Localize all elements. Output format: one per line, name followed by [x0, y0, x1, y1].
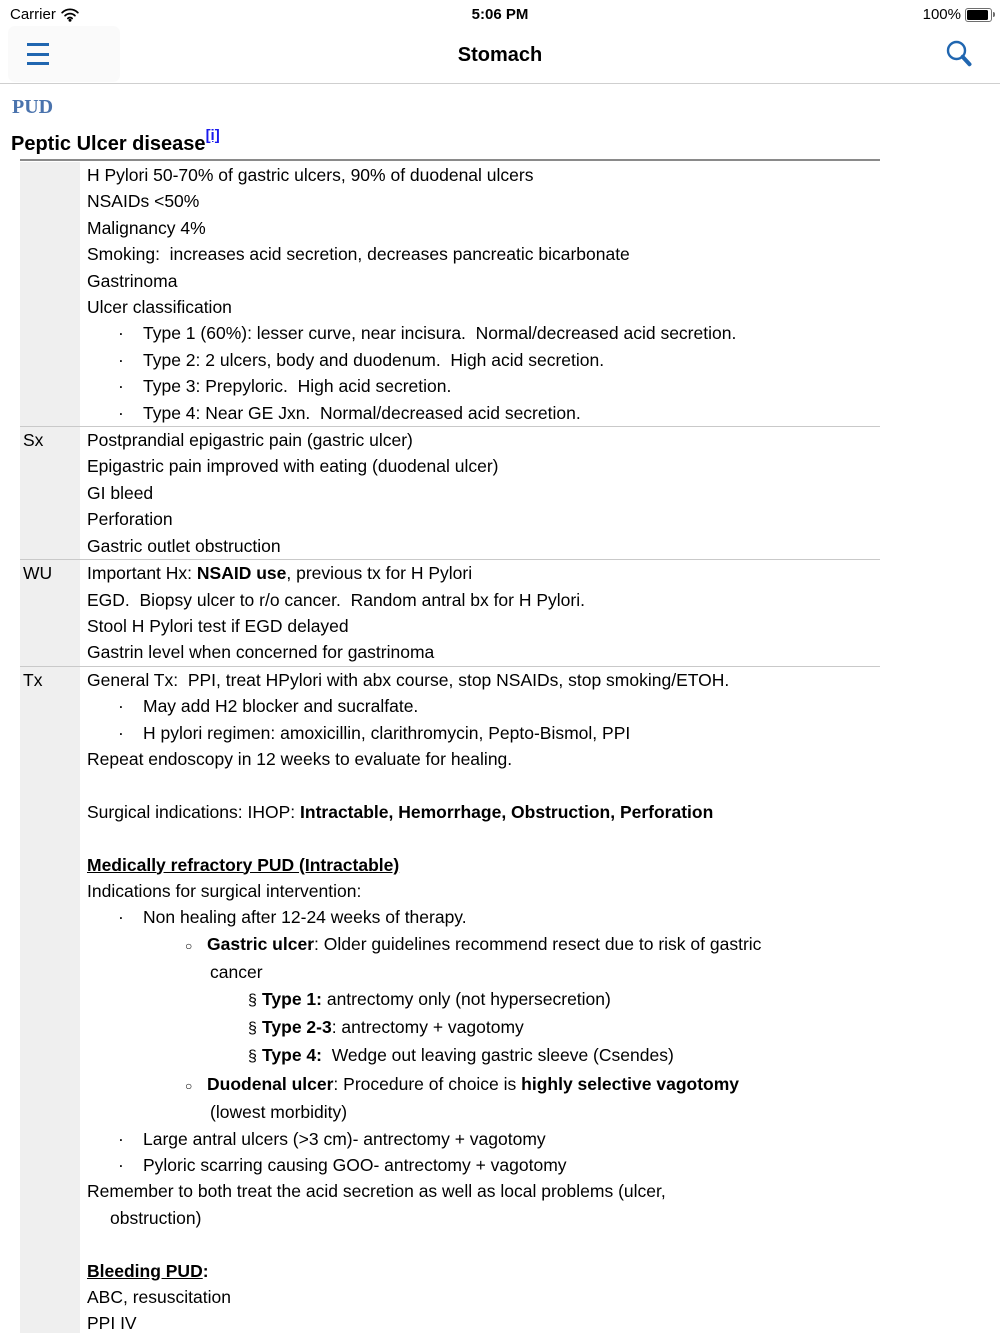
text-run: Repeat endoscopy in 12 weeks to evaluate for healing.: [87, 748, 513, 769]
table-section: [20, 427, 880, 560]
content-line: [80, 825, 880, 851]
text-run: Type 3: Prepyloric. High acid secretion.: [143, 376, 452, 397]
bullet-marker: ·: [118, 323, 124, 344]
battery-percent: 100%: [922, 6, 961, 23]
text-run: Stool H Pylori test if EGD delayed: [87, 615, 349, 636]
content-line: [80, 667, 880, 693]
content-line: [80, 188, 880, 214]
text-run: antrectomy only (not hypersecretion): [321, 988, 611, 1009]
content-line: [80, 587, 880, 613]
text-run: Type 1:: [262, 988, 322, 1009]
section-body: [80, 560, 880, 666]
content-line: [80, 347, 880, 373]
content-line: [80, 613, 880, 639]
content-line: [80, 1284, 880, 1310]
content-line: [80, 904, 880, 930]
bullet-marker: ○: [185, 938, 193, 953]
content-line: [80, 506, 880, 532]
text-run: PPI IV: [87, 1313, 137, 1333]
text-run: Wedge out leaving gastric sleeve (Csendes): [321, 1045, 674, 1066]
content-line: [80, 533, 880, 559]
status-bar: [0, 0, 1000, 30]
text-run: Gastric ulcer: [207, 933, 314, 954]
table-section: [20, 667, 880, 1333]
text-run: GI bleed: [87, 482, 154, 503]
content-line: [80, 294, 880, 320]
content-line: [80, 1071, 880, 1099]
section-body: [80, 427, 880, 559]
clock: 5:06 PM: [471, 6, 529, 23]
content-line: [80, 1152, 880, 1178]
table-section: [20, 162, 880, 427]
text-run: Bleeding PUD: [87, 1260, 203, 1281]
content-line: [80, 1126, 880, 1152]
content-line: [80, 1231, 880, 1257]
content-line: [80, 1099, 880, 1125]
text-run: Remember to both treat the acid secretion as well as local problems (ulcer,: [87, 1181, 666, 1202]
text-run: : Older guidelines recommend resect due to risk of gastric: [314, 933, 762, 954]
page-title: Stomach: [457, 44, 543, 66]
content-line: [80, 1014, 880, 1042]
content-line: [80, 878, 880, 904]
content-line: [80, 639, 880, 665]
text-run: Gastric outlet obstruction: [87, 535, 281, 556]
text-run: Indications for surgical intervention:: [87, 880, 362, 901]
content-line: [80, 215, 880, 241]
text-run: Type 4:: [262, 1045, 322, 1066]
text-run: Type 2: 2 ulcers, body and duodenum. High acid secretion.: [143, 349, 605, 370]
content-line: [80, 1178, 880, 1204]
text-run: NSAID use: [196, 563, 287, 584]
content-line: [80, 453, 880, 479]
text-run: Medically refractory PUD (Intractable): [87, 854, 400, 875]
text-run: Surgical indications: IHOP:: [87, 801, 301, 822]
text-run: Type 2-3: [262, 1016, 332, 1037]
bullet-marker: §: [248, 1019, 257, 1037]
section-body: [80, 162, 880, 426]
text-run: Smoking: increases acid secretion, decreases pancreatic bicarbonate: [87, 244, 630, 265]
content-line: [80, 241, 880, 267]
content-line: [80, 959, 880, 985]
content-line: [80, 320, 880, 346]
content-line: [80, 720, 880, 746]
text-run: cancer: [210, 962, 263, 983]
text-run: Postprandial epigastric pain (gastric ulcer): [87, 430, 413, 451]
search-button[interactable]: [944, 38, 976, 74]
text-run: Non healing after 12-24 weeks of therapy.: [143, 907, 467, 928]
text-run: Perforation: [87, 509, 173, 530]
table-section: [20, 560, 880, 667]
text-run: Important Hx:: [87, 563, 197, 584]
text-run: H Pylori 50-70% of gastric ulcers, 90% of duodenal ulcers: [87, 165, 534, 185]
section-label: Tx: [23, 669, 43, 690]
content-line: [80, 799, 880, 825]
section-label: [20, 162, 80, 426]
text-run: EGD. Biopsy ulcer to r/o cancer. Random antral bx for H Pylori.: [87, 589, 585, 610]
section-body: [80, 667, 880, 1333]
content-line: [80, 162, 880, 188]
text-run: : Procedure of choice is: [333, 1073, 522, 1094]
content-line: [80, 1310, 880, 1333]
content-line: [80, 693, 880, 719]
text-run: (lowest morbidity): [210, 1102, 348, 1123]
bullet-marker: ·: [118, 696, 124, 717]
text-run: Type 1 (60%): lesser curve, near incisura. Normal/decreased acid secretion.: [143, 323, 737, 344]
bullet-marker: §: [248, 1048, 257, 1066]
carrier-label: Carrier: [10, 6, 56, 23]
text-run: General Tx: PPI, treat HPylori with abx course, stop NSAIDs, stop smoking/ETOH.: [87, 669, 730, 690]
article-content: [0, 83, 1000, 1333]
text-run: Pyloric scarring causing GOO- antrectomy + vagotomy: [143, 1155, 567, 1175]
text-run: ABC, resuscitation: [87, 1287, 231, 1308]
content-line: [80, 427, 880, 453]
bullet-marker: ·: [118, 1155, 124, 1175]
content-line: [80, 986, 880, 1014]
text-run: Ulcer classification: [87, 297, 232, 318]
text-run: Large antral ulcers (>3 cm)- antrectomy + vagotomy: [143, 1128, 546, 1149]
heading-rule: [20, 159, 880, 161]
bullet-marker: ·: [118, 376, 124, 397]
text-run: :: [202, 1260, 209, 1281]
bullet-marker: ·: [118, 402, 124, 423]
battery-icon: [965, 8, 992, 22]
content-line: [80, 1258, 880, 1284]
content-line: [80, 373, 880, 399]
bullet-marker: ·: [118, 349, 124, 370]
text-run: Gastrin level when concerned for gastrinoma: [87, 642, 435, 663]
text-run: Duodenal ulcer: [207, 1073, 334, 1094]
text-run: , previous tx for H Pylori: [286, 563, 473, 584]
bullet-marker: ·: [118, 907, 124, 928]
content-line: [80, 1205, 880, 1231]
content-line: [80, 560, 880, 586]
content-line: [80, 772, 880, 798]
topic-heading: PUD: [12, 96, 54, 118]
nav-bar: [0, 30, 1000, 84]
article-heading: Peptic Ulcer disease[i]: [11, 127, 220, 155]
content-line: [80, 852, 880, 878]
content-line: [80, 268, 880, 294]
content-line: [80, 931, 880, 959]
text-run: obstruction): [110, 1207, 202, 1228]
text-run: Epigastric pain improved with eating (duodenal ulcer): [87, 456, 499, 477]
bullet-marker: ·: [118, 1128, 124, 1149]
footnote-reference-link[interactable]: [i]: [205, 127, 220, 144]
text-run: Intractable, Hemorrhage, Obstruction, Perforation: [300, 801, 714, 822]
bullet-marker: ○: [185, 1078, 193, 1093]
section-label: Sx: [23, 430, 44, 451]
bullet-marker: §: [248, 991, 257, 1009]
search-icon: [944, 38, 974, 72]
content-line: [80, 480, 880, 506]
content-line: [80, 400, 880, 426]
text-run: Type 4: Near GE Jxn. Normal/decreased acid secretion.: [143, 402, 581, 423]
content-line: [80, 1042, 880, 1070]
content-line: [80, 746, 880, 772]
content-table: [20, 162, 880, 1333]
text-run: Malignancy 4%: [87, 217, 206, 238]
text-run: May add H2 blocker and sucralfate.: [143, 696, 419, 717]
text-run: highly selective vagotomy: [521, 1073, 740, 1094]
bullet-marker: ·: [118, 722, 124, 743]
text-run: Gastrinoma: [87, 270, 178, 291]
text-run: NSAIDs <50%: [87, 191, 200, 212]
section-label: WU: [23, 563, 53, 584]
text-run: H pylori regimen: amoxicillin, clarithromycin, Pepto-Bismol, PPI: [143, 722, 631, 743]
text-run: : antrectomy + vagotomy: [331, 1016, 524, 1037]
